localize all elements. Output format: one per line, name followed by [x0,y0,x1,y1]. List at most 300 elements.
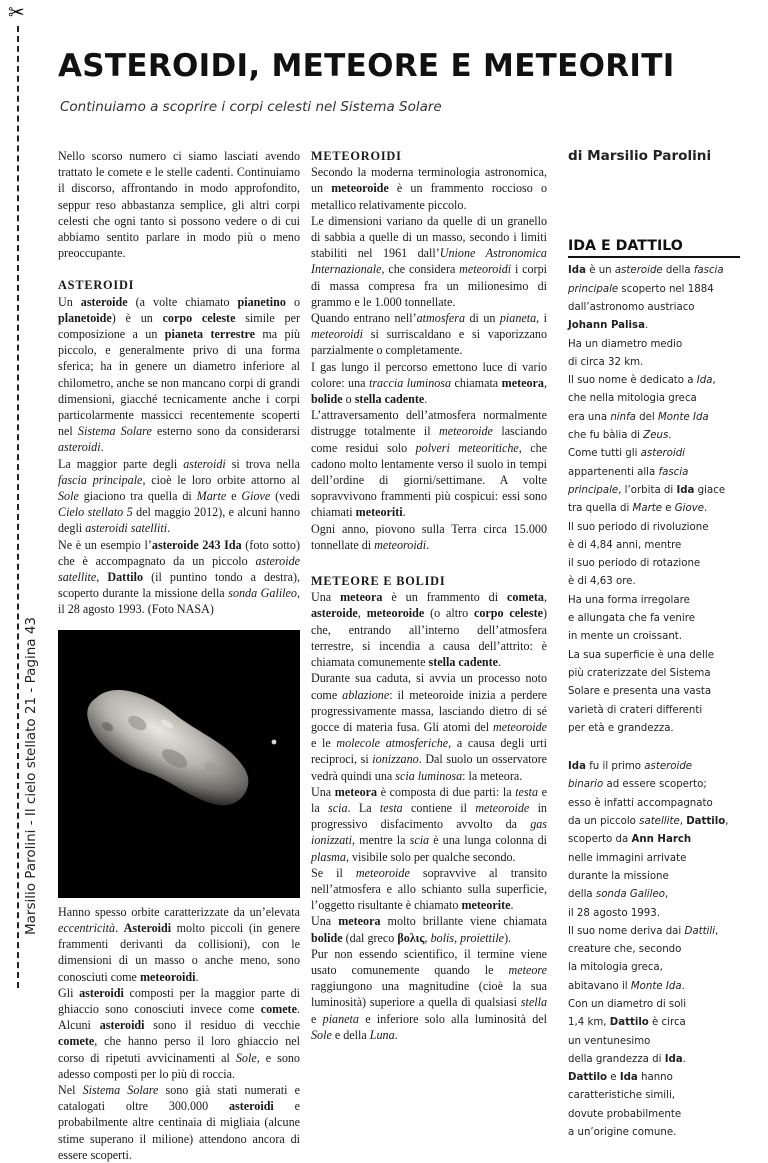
sidebar-line [568,665,740,683]
sidebar-line [568,317,740,335]
text-run: caratteristiche simili, [568,1090,676,1102]
sidebar-line [568,610,740,628]
text-run: Zeus [643,430,669,442]
sidebar-line [568,445,740,463]
paragraph-ogni-anno [311,521,547,553]
article-subtitle: Continuiamo a scoprire i corpi celesti nel Sistema Solare [60,99,442,115]
text-run: e [662,503,675,515]
text-run: testa [515,784,539,799]
sidebar-line [568,372,740,390]
sidebar-line [568,1087,740,1105]
paragraph-definition [58,294,300,456]
text-run: principale [568,484,619,496]
text-run: Giove [241,489,271,504]
text-run: Un [58,294,81,309]
text-run: asteroidi [58,440,101,455]
sidebar-line [568,555,740,573]
text-run: principale [568,283,619,295]
text-run: . [644,320,649,332]
text-run: (il puntino tondo a destra), scoperto durante la missione della [58,570,300,601]
text-run: asteroide [614,265,663,277]
text-run: Se il [311,865,356,880]
text-run: sono il residuo di vecchie [144,1018,300,1033]
text-run: Con un diametro di soli [568,998,687,1010]
sidebar-line [568,647,740,665]
text-run: . [167,521,171,536]
text-run: , [357,606,367,621]
text-run: stella cadente [428,655,499,670]
text-run: e [607,1072,620,1084]
text-run: Unione Astronomica Internazionale [311,246,547,277]
text-run: pianeta [322,1011,359,1026]
text-run: Ne è un esempio l’ [58,537,152,552]
text-run: traccia luminosa [368,375,452,390]
text-run: Solare e presenta una vasta [568,686,712,698]
text-run: asteroide [80,294,128,309]
text-run: Ann Harch [631,834,692,846]
sidebar-line [568,500,740,518]
text-run: , mentre la [352,833,410,848]
sidebar-line [568,850,740,868]
sidebar-line [568,390,740,408]
text-run: giaciono tra quella di [78,489,197,504]
text-run: è composta di due parti: la [377,784,516,799]
sidebar-line [568,464,740,482]
text-run: Quando entrano nell’ [311,311,417,326]
paragraph-parti [311,784,547,865]
paragraph-meteoroide [311,164,547,213]
sidebar-line [568,1033,740,1051]
text-run: chiamata [451,375,502,390]
text-run: e inferiore solo alla luminosità del [358,1011,547,1026]
text-run: raggiungono una magnitudine (cioè la sua luminosità) superiore a quella di qualsiasi [311,979,547,1010]
text-run: pianeta terrestre [164,327,255,342]
text-run: fu il primo [585,761,645,773]
text-run: Una [311,914,339,929]
paragraph-bolide [311,913,547,945]
text-run: Sole [58,489,79,504]
sidebar-line [568,795,740,813]
text-run: . [115,920,124,935]
text-run: è una lunga colonna di [429,833,547,848]
sidebar-heading: IDA E DATTILO [568,238,740,258]
text-run: meteoroide [366,606,425,621]
text-run: . [498,655,502,670]
text-run: bolide [311,930,343,945]
text-run: il suo periodo di rotazione [568,558,701,570]
text-run: si surriscaldano e si vaporizzano parzialmente o completamente. [311,327,547,358]
sidebar-line [568,905,740,923]
text-run: Ha un diametro medio [568,338,683,350]
text-run: Sole [235,1050,257,1065]
text-run: Hanno spesso orbite caratterizzate da un’elevata [58,904,300,919]
text-run: . Alcuni [58,1001,300,1033]
text-run: meteorite [461,898,511,913]
text-run: , [715,925,719,937]
text-run: e la [311,784,548,815]
text-run: Ha una forma irregolare [568,594,690,606]
section-heading-asteroidi: ASTEROIDI [58,278,135,293]
text-run: molecole atmosferiche [336,736,449,751]
text-run: Ida [664,1053,683,1065]
text-run: abitavano il [568,980,631,992]
sidebar-line [568,336,740,354]
text-run: e le [311,736,337,751]
sidebar-line [568,720,740,738]
text-run: binario [568,779,604,791]
text-run: meteore [508,962,547,977]
text-run: è un frammento di [382,590,508,605]
text-run: Marte [196,489,227,504]
text-run: è circa [648,1017,686,1029]
text-run: scia [328,800,348,815]
text-run: asteroidi [183,456,226,471]
sidebar-line [568,573,740,591]
text-run: pianetino [237,294,286,309]
text-run: Ida [568,265,586,277]
text-run: ionizzano [372,752,419,767]
text-run: meteoroidi [374,537,427,552]
text-run: scoperto da [568,834,632,846]
text-run: polveri meteoritiche [415,440,519,455]
text-run: scia luminosa [395,768,463,783]
scissors-icon: ✂ [8,0,25,24]
text-run: , a causa degli urti reciproci, si [311,736,547,767]
text-run: . La [347,800,380,815]
text-run: o [342,392,355,407]
text-run: ) che, entrando all’interno dell’atmosfera terrestre, si incendia a causa dell’attrito: è chiamata comunemente [311,606,547,670]
text-run: , [543,590,548,605]
text-run: βολις [397,930,425,945]
sidebar-line [568,482,740,500]
text-run: Sistema Solare [77,424,152,439]
text-run: ad essere scoperto; [603,779,707,791]
text-run: meteoroidi [459,262,512,277]
paragraph-meteora [311,589,547,670]
text-run: della [568,889,596,901]
asteroid-ida-illustration [58,630,300,898]
text-run: . Dal suolo un osservatore vedrà quindi una [311,752,547,783]
text-run: Ida [696,375,713,387]
text-run: asteroide [644,761,693,773]
text-run: asteroide 243 Ida [151,537,242,552]
text-run: sonda Galileo [595,889,665,901]
text-run: Pur non essendo scientifico, il termine viene usato comunemente quando le [311,946,547,977]
text-run: fascia [693,265,724,277]
text-run: , [543,375,547,390]
text-run: , l’orbita di [618,484,677,496]
text-run: (a volte chiamato [127,294,238,309]
sidebar-line [568,1124,740,1142]
text-run: meteoroide [438,424,493,439]
text-run: Ida [619,1072,638,1084]
text-run: . [510,898,514,913]
sidebar-line [568,299,740,317]
text-run: meteora [501,375,544,390]
text-run: Le dimensioni variano da quelle di un granello di sabbia a quelle di un masso, secondo i limiti stabiliti nel 1961 dall’ [311,213,547,261]
text-run: in progressivo disfacimento avvolto da [311,800,547,832]
text-run: Giove [674,503,705,515]
text-run: lasciando come residui solo [311,424,548,455]
text-run: pianeta [499,311,537,326]
text-run: , che cadono molto lentamente verso il suolo in tempi dell’ordine di giorni/settimane. A volte sopravvivono frammenti più cospicui: essi sono chiamati [311,440,547,520]
paragraph-numero [58,1082,300,1163]
text-run: meteoroidi [139,969,196,984]
text-run: , [96,570,108,585]
text-run: . [195,969,199,984]
paragraph-fascia [58,456,300,537]
text-run: è di 4,84 anni, mentre [568,539,682,551]
text-run: ). [504,930,512,945]
sidebar-line [568,831,740,849]
text-run: del [635,411,658,423]
text-run: appartenenti alla [568,466,659,478]
text-run: , e sono adesso composti per lo più di roccia. [58,1050,300,1081]
text-run: è un [585,265,615,277]
text-run: Cielo stellato 5 [58,505,133,520]
text-run: satellite [639,816,680,828]
text-run: Ogni anno, piovono sulla Terra circa 15.000 tonnellate di [311,521,547,552]
text-run: la mitologia greca, [568,962,663,974]
text-run: Monte Ida [630,980,682,992]
text-run: : il meteoroide inizia a perdere progressivamente massa, lasciando dietro di sé gocce di materia fusa. Gli atomi del [311,687,548,734]
text-run: meteora [338,914,381,929]
sidebar-line [568,758,740,776]
text-run: , [679,816,687,828]
text-run: Nel [58,1082,83,1097]
text-run: . [424,392,428,407]
text-run: Dattilo [609,1017,649,1029]
text-run: Secondo la moderna terminologia astronomica, un [311,165,547,196]
page-footer-caption: Marsilio Parolini - Il cielo stellato 21 - Pagina 43 [23,616,39,935]
text-run: meteoroidi [311,327,363,342]
text-run: era una [568,411,611,423]
text-run: , [424,930,431,945]
sidebar-line [568,409,740,427]
author-byline: di Marsilio Parolini [568,148,712,164]
article-title: ASTEROIDI, METEORE E METEORITI [58,48,675,84]
text-run: meteoroide [355,865,410,880]
text-run: esterno sono da considerarsi [151,424,300,439]
text-run: Ida [568,761,586,773]
text-run: asteroidi [640,448,686,460]
text-run: composti per la maggior parte di ghiaccio sono conosciuti invece come [58,985,300,1016]
text-run: meteora [340,590,383,605]
text-run: Gli [58,985,80,1000]
paragraph-entrano [311,310,547,359]
text-run: ablazione [342,687,390,702]
text-run: . [402,505,406,520]
dattilo-moon-dot [272,739,277,744]
text-run: (foto sotto) che è accompagnato da un piccolo [58,537,300,568]
text-run: giace [694,484,726,496]
text-run: molto piccoli (in genere frammenti derivanti da collisioni), con le dimensioni di un masso o anche meno, sono conosciuti come [58,920,300,984]
text-run: Come tutti gli [568,448,641,460]
sidebar-dattilo-text [568,758,740,1142]
sidebar-line [568,996,740,1014]
text-run: Una [311,784,335,799]
text-run: da un piccolo [568,816,640,828]
paragraph-dimensioni [311,213,547,310]
text-run: contiene il [402,800,476,815]
text-run: o [285,294,300,309]
text-run: corpo celeste [474,606,543,621]
text-run: Dattilo [107,570,144,585]
text-run: Ida [676,484,695,496]
text-run: eccentricità [58,920,116,935]
text-run: creature che, secondo [568,944,682,956]
text-run: di un [465,311,500,326]
sidebar-line [568,941,740,959]
text-run: e probabilmente altre centinaia di migliaia (alcune stime superano il milione) attendono ancora di essere scoperti. [58,1099,300,1162]
text-run: meteoroide [493,719,547,734]
text-run: (o altro [424,606,474,621]
text-run: plasma [311,849,346,864]
text-run: stella [520,995,547,1010]
text-run: testa [379,800,403,815]
text-run: che fu bàlia di [568,430,644,442]
text-run: fascia [658,466,689,478]
sidebar-line [568,868,740,886]
sidebar-line [568,978,740,996]
cut-line [17,26,19,988]
paragraph-attraversamento [311,407,547,520]
text-run: . [668,430,672,442]
text-run: a un’origine comune. [568,1127,677,1139]
text-run: atmosfera [416,311,465,326]
sidebar-line [568,281,740,299]
text-run: La sua superficie è una delle [568,649,715,661]
text-run: L’attraversamento dell’atmosfera normalmente distrugge totalmente il [311,408,547,439]
text-run: Il suo nome è dedicato a [568,375,697,387]
text-run: della [662,265,694,277]
text-run: bolide [311,392,343,407]
text-run: . [681,980,685,992]
text-run: Monte Ida [657,411,709,423]
text-run: corpo celeste [162,310,236,325]
sidebar-line [568,1069,740,1087]
text-run: hanno [637,1072,673,1084]
text-run: meteora [334,784,378,799]
text-run: asteroide [311,606,358,621]
sidebar-line [568,1014,740,1032]
sidebar-line [568,1106,740,1124]
text-run: . [100,440,104,455]
ida-dattilo-photo [58,630,300,898]
text-run: che nella mitologia greca [568,393,697,405]
text-run: il 28 agosto 1993. [568,907,660,919]
text-run: tra quella di [568,503,633,515]
text-run: asteroide satellite [58,553,300,585]
text-run: ma più piccolo, e generalmente privo di una forma sferica; ha in genere un diametro inferiore al chilometro, anche se non mancano corpi di grandi dimensioni, giacché tecnicamente anche i corpi particolarmente massicci recentemente scoperti nel [58,327,300,439]
text-run: ) è un [111,310,163,325]
sidebar-ida-text [568,262,740,738]
text-run: meteoriti [355,505,403,520]
paragraph-ida [58,537,300,618]
text-run: è un frammento roccioso o metallico relativamente piccolo. [311,181,547,212]
text-run: si trova nella [225,456,300,471]
text-run: della grandezza di [568,1053,665,1065]
text-run: (dal greco [342,930,398,945]
text-run: Marte [632,503,663,515]
column-1 [58,148,300,1163]
text-run: asteroidi [99,1018,145,1033]
paragraph-sopravvive [311,865,547,914]
text-run: i corpi di massa compresa fra un milionesimo di grammo e le 1.000 tonnellate. [311,262,547,309]
text-run: cometa [507,590,544,605]
text-run: sonda Galileo [228,586,297,601]
text-run: e allungata che fa venire [568,613,695,625]
text-run: stella cadente [354,392,425,407]
text-run: Dattilo [686,816,726,828]
text-run: esso è infatti accompagnato [568,797,713,809]
text-run: Il suo periodo di rivoluzione [568,521,709,533]
text-run: I gas lungo il percorso emettono luce di vario colore: una [311,359,547,390]
text-run: in mente un croissant. [568,631,683,643]
text-run: dovute probabilmente [568,1108,682,1120]
text-run: è di 4,63 ore. [568,576,636,588]
text-run: , [725,816,729,828]
paragraph-orbite [58,904,300,985]
text-run: varietà di crateri differenti [568,704,703,716]
sidebar-line [568,519,740,537]
paragraph-ghiaccio [58,985,300,1082]
text-run: Dattilo [568,1072,608,1084]
sidebar-line [568,776,740,794]
text-run: Johann Palisa [568,320,645,332]
text-run: un ventunesimo [568,1035,651,1047]
text-run: e [311,1011,323,1026]
sidebar-line [568,628,740,646]
text-run: scoperto nel 1884 [618,283,714,295]
text-run: planetoide [58,310,112,325]
text-run: bolis, proiettile [430,930,505,945]
text-run: , che considera [381,262,460,277]
text-run: comete [260,1001,297,1016]
section-heading-meteoroidi: METEOROIDI [311,149,402,163]
sidebar-line [568,592,740,610]
text-run: fascia principale [58,472,143,487]
column-3-sidebar [568,148,740,1142]
text-run: durante la missione [568,870,669,882]
sidebar-line [568,354,740,372]
text-run: , i [536,311,547,326]
sidebar-line [568,262,740,280]
sidebar-line [568,923,740,941]
text-run: . [704,503,708,515]
text-run: Una [311,590,341,605]
text-run: Sole [311,1027,332,1042]
text-run: asteroidi satelliti [85,521,168,536]
text-run: comete [58,1034,95,1049]
text-run: più craterizzate del Sistema [568,667,711,679]
text-run: asteroidi [228,1099,274,1114]
text-run: dall’astronomo austriaco [568,302,695,313]
text-run: simile per composizione a un [58,310,300,342]
paragraph-pur [311,946,547,1043]
text-run: scia [409,833,430,848]
text-run: del maggio 2012), e alcuni hanno degli [58,505,300,536]
text-run: La maggior parte degli [58,456,184,471]
text-run: , visibile solo per qualche secondo. [345,849,516,864]
sidebar-line [568,537,740,555]
text-run: . [426,537,430,552]
text-run: (vedi [270,489,300,504]
section-heading-meteore: METEORE E BOLIDI [311,574,446,589]
text-run: asteroidi [79,985,124,1000]
text-run: per età e grandezza. [568,722,674,734]
text-run: Sistema Solare [82,1082,159,1097]
